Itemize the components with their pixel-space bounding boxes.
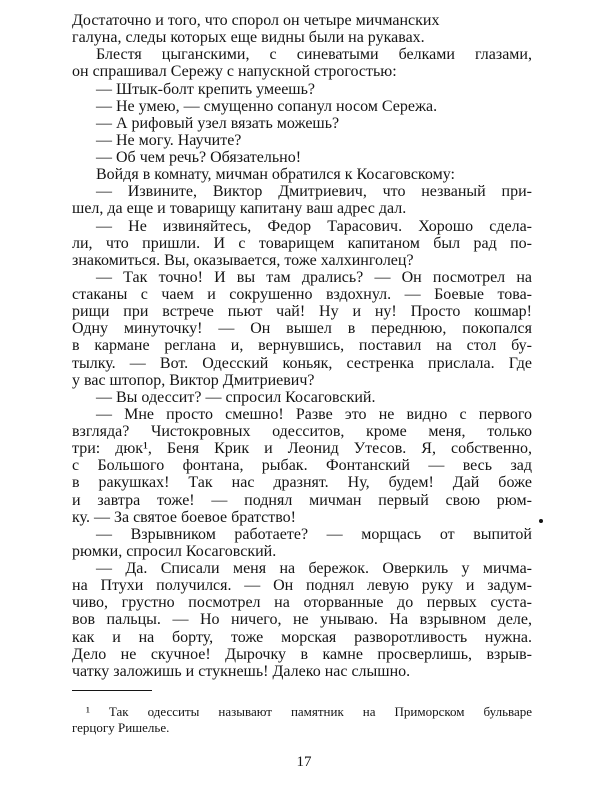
text-line: в кармане реглана и, вернувшись, поставил на стол бу- [72,337,532,354]
text-line: — Не могу. Научите? [96,132,242,149]
text-line: Дело не скучное! Дырочку в камне просверлишь, взрыв- [72,646,532,663]
footnote-divider [72,690,152,691]
page-number: 17 [296,754,312,770]
text-line: знакомиться. Вы, оказывается, тоже халхинголец? [72,252,414,269]
text-line: — Не извиняйтесь, Федор Тарасович. Хорошо сдела- [96,218,532,235]
text-line: чатку заложишь и стукнешь! Далеко нас слышно. [72,663,411,680]
text-line: — Мне просто смешно! Разве это не видно с первого [96,406,532,423]
text-line: — Да. Списали меня на бережок. Оверкиль у мичма- [96,560,532,577]
text-line: стаканы с чаем и сокрушенно вздохнул. — Боевые това- [72,286,532,303]
text-line: Достаточно и того, что спорол он четыре мичманских [72,12,440,29]
text-line: рюмки, спросил Косаговский. [72,543,277,560]
text-line: — А рифовый узел вязать можешь? [96,115,340,132]
text-line: тылку. — Вот. Одесский коньяк, сестренка прислала. Где [72,355,532,372]
text-line: на Птухи получился. — Он поднял левую руку и задум- [72,577,532,594]
text-line: ку. — За святое боевое братство! [72,509,297,526]
text-line: вов пальцы. — Но ничего, не унываю. На взрывном деле, [72,611,532,628]
text-line: у вас штопор, Виктор Дмитриевич? [72,372,315,389]
text-line: он спрашивал Сережу с напускной строгостью: [72,63,397,80]
text-line: Войдя в комнату, мичман обратился к Косаговскому: [96,166,455,183]
text-line: чиво, грустно посмотрел на оторванные до первых суста- [72,594,532,611]
text-line: — Штык-болт крепить умеешь? [96,81,316,98]
text-line: в ракушках! Так нас дразнят. Ну, будем! Дай боже [72,474,532,491]
footnote-line: ¹ Так одесситы называют памятник на Приморском бульваре [86,704,532,719]
text-line: — Извините, Виктор Дмитриевич, что незваный при- [96,183,532,200]
text-line: — Взрывником работаете? — морщась от выпитой [96,526,532,543]
margin-mark [539,519,543,523]
text-line: и завтра тоже! — поднял мичман первый свою рюм- [72,492,532,509]
text-line: — Об чем речь? Обязательно! [96,149,302,166]
text-line: три: дюк¹, Беня Крик и Леонид Утесов. Я, собственно, [72,440,532,457]
text-line: с Большого фонтана, рыбак. Фонтанский — весь зад [72,457,532,474]
text-line: шел, да еще и товарищу капитану ваш адрес дал. [72,200,407,217]
footnote-line: герцогу Ришелье. [72,720,170,735]
text-line: — Так точно! И вы там дрались? — Он посмотрел на [96,269,532,286]
text-line: галуна, следы которых еще видны были на рукавах. [72,29,425,46]
text-line: как и на борту, тоже морская разворотливость нужна. [72,629,532,646]
text-line: — Не умею, — смущенно сопанул носом Сережа. [96,98,438,115]
text-line: ли, что пришли. И с товарищем капитаном был рад по- [72,235,532,252]
text-line: взгляда? Чистокровных одесситов, кроме меня, только [72,423,532,440]
text-line: — Вы одессит? — спросил Косаговский. [96,389,376,406]
text-line: Одну минуточку! — Он вышел в переднюю, покопался [72,320,532,337]
text-line: Блестя цыганскими, с синеватыми белками глазами, [96,46,532,63]
text-line: рищи при встрече пьют чай! Ну и ну! Просто кошмар! [72,303,532,320]
